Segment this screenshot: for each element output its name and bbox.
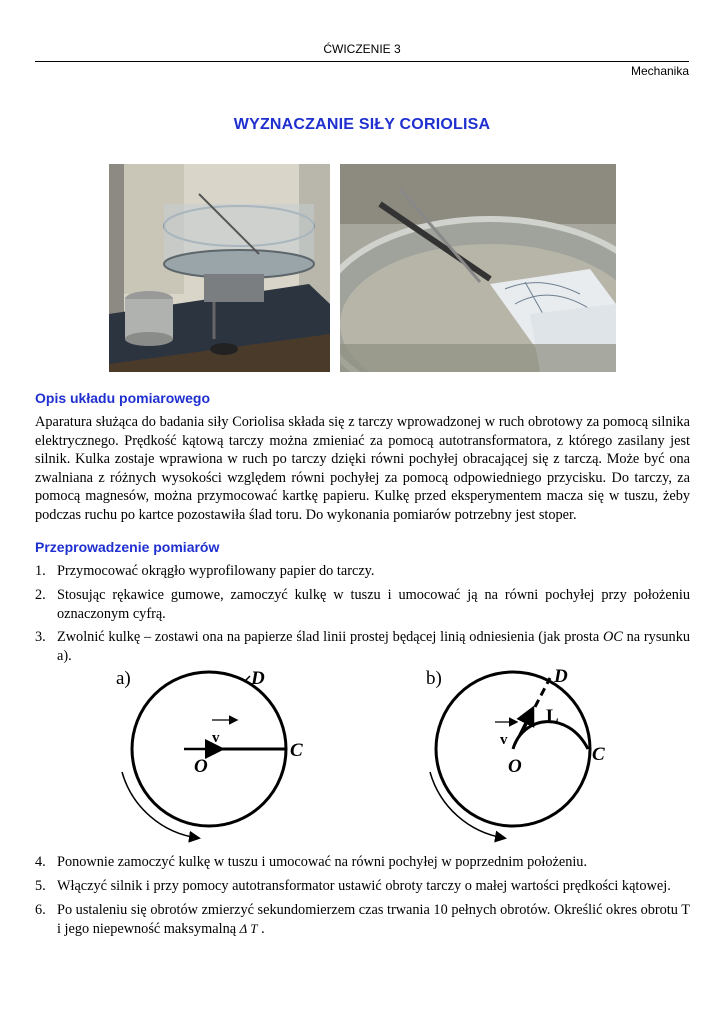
exercise-header: ĆWICZENIE 3 — [323, 42, 401, 56]
step-text: Włączyć silnik i przy pomocy autotransformator ustawić obroty tarczy o małej wartości prędkości kątowej. — [57, 878, 671, 894]
list-item — [35, 877, 690, 896]
step-text: Zwolnić kulkę – zostawi ona na papierze ślad linii prostej będącej linią odniesienia (jak prosta OC na rysunku a). — [57, 629, 690, 664]
list-item — [35, 901, 690, 938]
step-number: 4. — [35, 854, 46, 870]
diagram-a-label: a) — [116, 668, 131, 689]
rotation-arrow — [122, 772, 198, 838]
subject-label: Mechanika — [630, 64, 689, 78]
step-text: Stosując rękawice gumowe, zamoczyć kulkę w tuszu i umocować ją na równi pochyłej przy położeniu oznaczonym cyfrą. — [57, 587, 690, 622]
disc-detail-photo — [340, 164, 616, 372]
step-number: 6. — [35, 902, 46, 918]
point-d-label: D — [554, 666, 568, 687]
header-divider — [35, 61, 689, 62]
step-number: 1. — [35, 563, 46, 579]
step-text: Po ustaleniu się obrotów zmierzyć sekundomierzem czas trwania 10 pełnych obrotów. Określić okres obrotu T i jego niepewność maksymalną Δ T . — [57, 902, 690, 937]
rotation-arrow — [430, 772, 504, 838]
step-number: 5. — [35, 878, 46, 894]
list-item — [35, 853, 690, 872]
diagram-a — [108, 660, 328, 845]
velocity-label: v — [212, 730, 220, 746]
section-heading-setup: Opis układu pomiarowego — [35, 390, 211, 406]
point-o-label: O — [194, 756, 208, 777]
diagram-b — [418, 660, 618, 845]
point-c-label: C — [290, 740, 303, 761]
step-number: 2. — [35, 587, 46, 603]
list-item — [35, 562, 690, 581]
point-c-label: C — [592, 744, 605, 765]
line-oc: OC — [602, 629, 623, 645]
point-o-label: O — [508, 756, 522, 777]
setup-description: Aparatura służąca do badania siły Coriolisa składa się z tarczy wprowadzonej w ruch obrotowy za pomocą silnika elektrycznego. Prędkość kątową tarczy można zmieniać za pomocą autotransformatora, z którego zasilany jest silnik. Kulka zostaje wprawiona w ruch po tarczy dzięki równi pochyłej obracającej się z tarczą. Może być ona zwalniana z różnych wysokości względem równi pochyłej za pomocą odpowiedniego przycisku. Do tarczy, za pomocą magnesów, można przymocować kartkę papieru. Kulkę przed eksperymentem macza się w tuszu, żeby podczas ruchu po kartce pozostawiła ślad toru. Do wykonania pomiarów potrzebny jest stoper. — [35, 414, 690, 523]
list-item — [35, 586, 690, 623]
page-title: WYZNACZANIE SIŁY CORIOLISA — [233, 116, 491, 133]
step-text: Ponownie zamoczyć kulkę w tuszu i umocować na równi pochyłej w poprzednim położeniu. — [57, 854, 588, 870]
step-number: 3. — [35, 629, 46, 645]
deflection-label: L — [546, 706, 559, 727]
section-heading-procedure: Przeprowadzenie pomiarów — [35, 539, 220, 555]
point-d-label: D — [251, 668, 265, 689]
velocity-label: v — [500, 732, 508, 748]
diagram-b-label: b) — [426, 668, 442, 689]
apparatus-photo — [109, 164, 330, 372]
uncertainty-symbol: Δ T — [239, 920, 258, 936]
step-text: Przymocować okrągło wyprofilowany papier do tarczy. — [57, 563, 375, 579]
